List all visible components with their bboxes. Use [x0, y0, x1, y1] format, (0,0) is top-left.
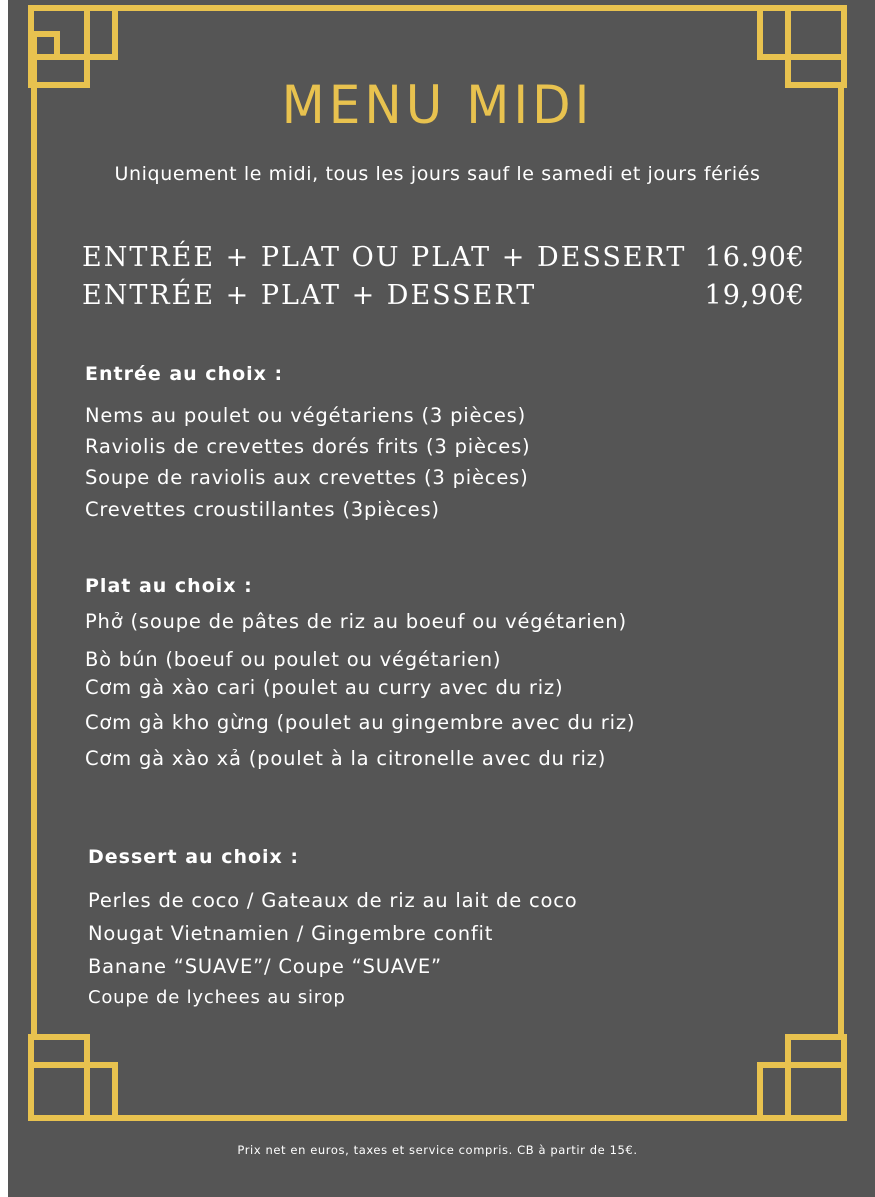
list-item: Nougat Vietnamien / Gingembre confit	[88, 922, 494, 945]
formula-name: ENTRÉE + PLAT + DESSERT	[82, 280, 537, 311]
list-item: Raviolis de crevettes dorés frits (3 pièces)	[85, 435, 531, 458]
formula-row	[82, 282, 805, 312]
list-item: Bò bún (boeuf ou poulet ou végétarien)	[85, 648, 502, 671]
list-item: Coupe de lychees au sirop	[88, 987, 346, 1008]
section-title-desserts: Dessert au choix :	[88, 846, 300, 868]
section-title-plats: Plat au choix :	[85, 575, 253, 597]
list-item: Nems au poulet ou végétariens (3 pièces)	[85, 404, 527, 427]
footer-note: Prix net en euros, taxes et service compris. CB à partir de 15€.	[237, 1143, 638, 1157]
menu-title: MENU MIDI	[281, 74, 594, 136]
list-item: Phở (soupe de pâtes de riz au boeuf ou végétarien)	[85, 610, 627, 633]
list-item: Perles de coco / Gateaux de riz au lait de coco	[88, 889, 578, 912]
menu-subtitle: Uniquement le midi, tous les jours sauf le samedi et jours fériés	[114, 163, 761, 185]
list-item: Cơm gà kho gừng (poulet au gingembre avec du riz)	[85, 711, 636, 734]
formula-row	[82, 244, 805, 274]
list-item: Cơm gà xào cari (poulet au curry avec du riz)	[85, 676, 564, 699]
formula-price: 16.90€	[704, 242, 805, 273]
list-item: Cơm gà xào xả (poulet à la citronelle avec du riz)	[85, 747, 607, 770]
formula-name: ENTRÉE + PLAT OU PLAT + DESSERT	[82, 242, 687, 273]
list-item: Crevettes croustillantes (3pièces)	[85, 498, 440, 521]
formula-price: 19,90€	[704, 280, 805, 311]
list-item: Banane “SUAVE”/ Coupe “SUAVE”	[88, 955, 442, 978]
list-item: Soupe de raviolis aux crevettes (3 pièces)	[85, 466, 529, 489]
section-title-entrees: Entrée au choix :	[85, 363, 284, 385]
